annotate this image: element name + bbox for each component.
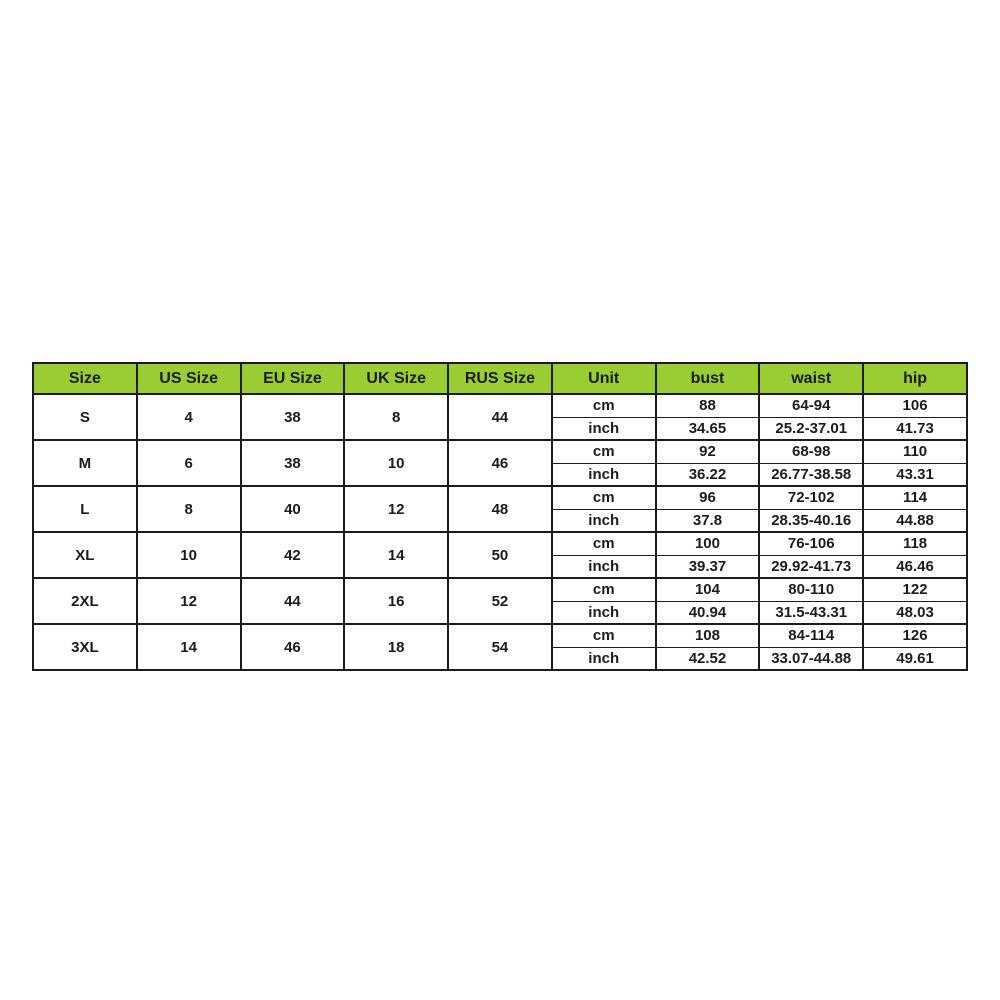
waist-cell: 84-114 [759,624,863,647]
eu-size-cell: 44 [241,578,345,624]
header-row [33,363,967,394]
unit-cell: cm [552,532,656,555]
uk-size-cell: 14 [344,532,448,578]
hip-cell: 110 [863,440,967,463]
waist-cell: 72-102 [759,486,863,509]
eu-size-cell: 38 [241,440,345,486]
table-row [33,578,967,601]
bust-cell: 37.8 [656,509,760,532]
bust-cell: 42.52 [656,647,760,670]
header-eu-size: EU Size [241,363,345,394]
size-cell: M [33,440,137,486]
eu-size-cell: 38 [241,394,345,440]
hip-cell: 114 [863,486,967,509]
hip-cell: 48.03 [863,601,967,624]
size-cell: 2XL [33,578,137,624]
rus-size-cell: 52 [448,578,552,624]
us-size-cell: 4 [137,394,241,440]
eu-size-cell: 42 [241,532,345,578]
bust-cell: 88 [656,394,760,417]
table-row [33,486,967,509]
waist-cell: 29.92-41.73 [759,555,863,578]
bust-cell: 40.94 [656,601,760,624]
us-size-cell: 10 [137,532,241,578]
header-uk-size: UK Size [344,363,448,394]
header-bust: bust [656,363,760,394]
header-hip: hip [863,363,967,394]
hip-cell: 106 [863,394,967,417]
header-rus-size: RUS Size [448,363,552,394]
waist-cell: 33.07-44.88 [759,647,863,670]
size-conversion-table [32,362,968,671]
bust-cell: 34.65 [656,417,760,440]
rus-size-cell: 54 [448,624,552,670]
bust-cell: 104 [656,578,760,601]
uk-size-cell: 8 [344,394,448,440]
waist-cell: 76-106 [759,532,863,555]
rus-size-cell: 46 [448,440,552,486]
rus-size-cell: 50 [448,532,552,578]
bust-cell: 39.37 [656,555,760,578]
table-row [33,440,967,463]
size-cell: S [33,394,137,440]
uk-size-cell: 16 [344,578,448,624]
size-cell: L [33,486,137,532]
table-header [33,363,967,394]
waist-cell: 28.35-40.16 [759,509,863,532]
bust-cell: 96 [656,486,760,509]
rus-size-cell: 48 [448,486,552,532]
bust-cell: 36.22 [656,463,760,486]
rus-size-cell: 44 [448,394,552,440]
bust-cell: 100 [656,532,760,555]
hip-cell: 122 [863,578,967,601]
size-cell: XL [33,532,137,578]
waist-cell: 31.5-43.31 [759,601,863,624]
eu-size-cell: 46 [241,624,345,670]
uk-size-cell: 10 [344,440,448,486]
hip-cell: 118 [863,532,967,555]
unit-cell: inch [552,509,656,532]
waist-cell: 25.2-37.01 [759,417,863,440]
header-size: Size [33,363,137,394]
unit-cell: cm [552,486,656,509]
hip-cell: 44.88 [863,509,967,532]
header-waist: waist [759,363,863,394]
hip-cell: 41.73 [863,417,967,440]
unit-cell: cm [552,578,656,601]
size-cell: 3XL [33,624,137,670]
unit-cell: inch [552,601,656,624]
waist-cell: 64-94 [759,394,863,417]
bust-cell: 92 [656,440,760,463]
table-body [33,394,967,670]
us-size-cell: 6 [137,440,241,486]
table-row [33,532,967,555]
table-row [33,624,967,647]
eu-size-cell: 40 [241,486,345,532]
bust-cell: 108 [656,624,760,647]
header-unit: Unit [552,363,656,394]
unit-cell: inch [552,555,656,578]
hip-cell: 126 [863,624,967,647]
table-row [33,394,967,417]
us-size-cell: 14 [137,624,241,670]
us-size-cell: 12 [137,578,241,624]
waist-cell: 68-98 [759,440,863,463]
unit-cell: cm [552,624,656,647]
unit-cell: cm [552,394,656,417]
header-us-size: US Size [137,363,241,394]
hip-cell: 49.61 [863,647,967,670]
uk-size-cell: 12 [344,486,448,532]
unit-cell: cm [552,440,656,463]
hip-cell: 43.31 [863,463,967,486]
uk-size-cell: 18 [344,624,448,670]
us-size-cell: 8 [137,486,241,532]
waist-cell: 80-110 [759,578,863,601]
waist-cell: 26.77-38.58 [759,463,863,486]
unit-cell: inch [552,463,656,486]
unit-cell: inch [552,417,656,440]
unit-cell: inch [552,647,656,670]
hip-cell: 46.46 [863,555,967,578]
